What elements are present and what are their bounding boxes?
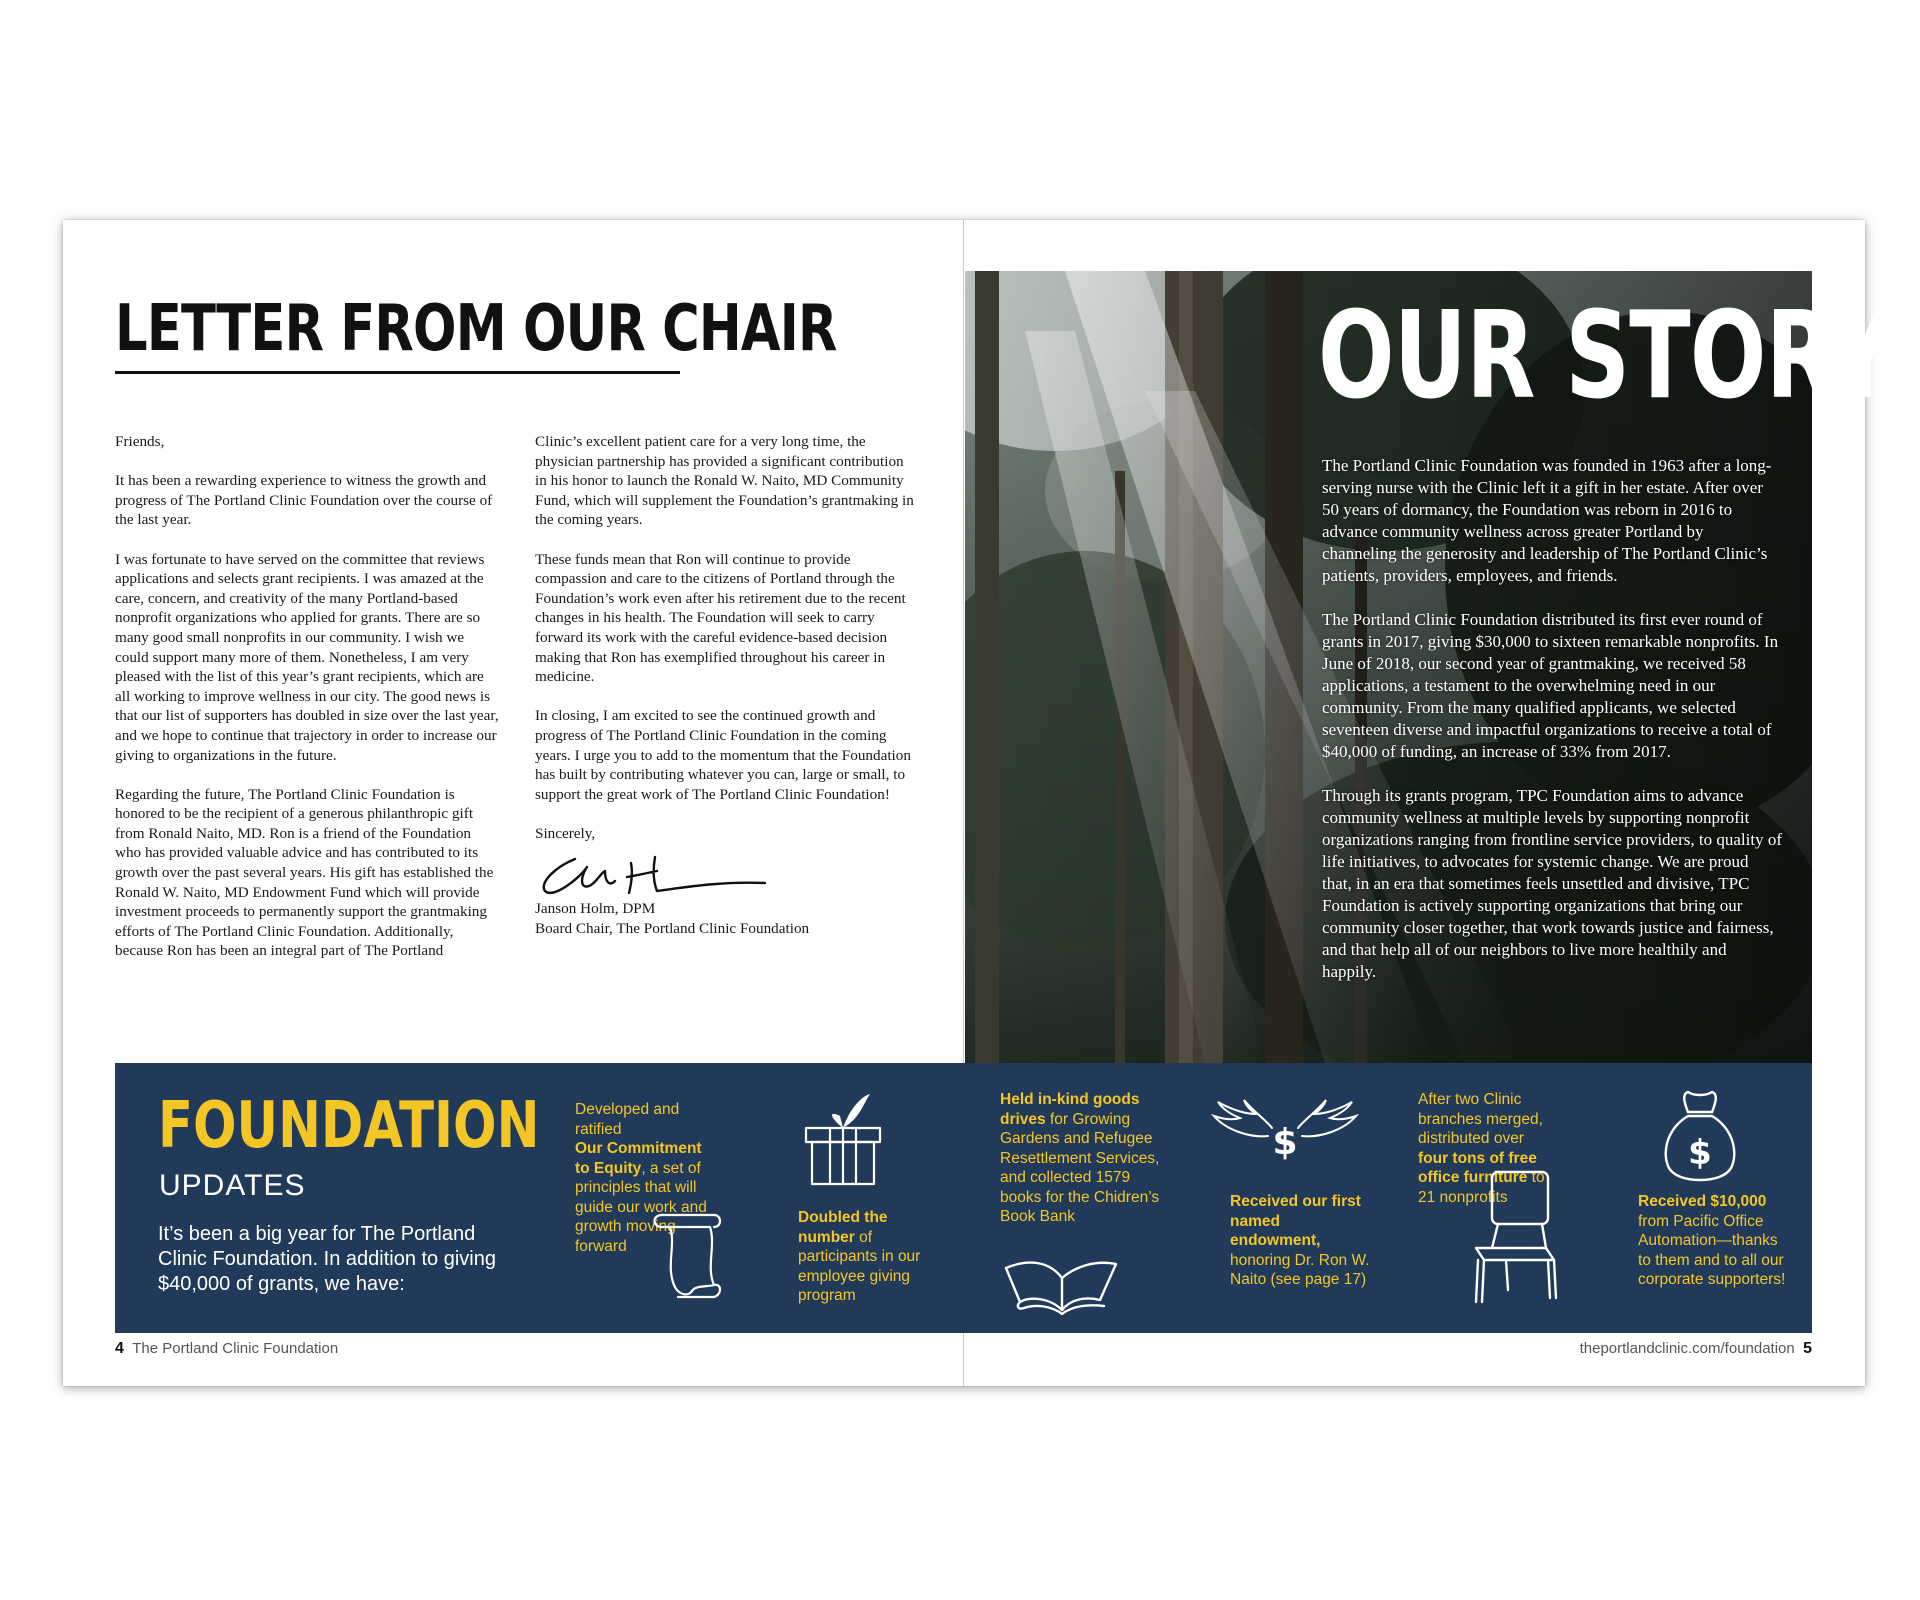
story-paragraph: The Portland Clinic Foundation distributed its first ever round of grants in 2017, giving $30,000 to sixteen remarkable nonprofits. In June of 2018, our second year of grantmaking, we received 58 applications, a testament to the overwhelming need in our community. From the many qualified applicants, we selected seventeen diverse and impactful organizations to receive a total of $40,000 of funding, an increase of 33% from 2017.	[1322, 610, 1779, 761]
letter-paragraph: I was fortunate to have served on the committee that reviews applications and selects grant recipients. I was amazed at the care, concern, and creativity of the many Portland-based nonprofit organizations who applied for grants. There are so many good small nonprofits in our community. I wish we could support many more of them. Nonetheless, I am very pleased with the list of this year’s grant recipients, which are all working to improve wellness in our city. The good news is that our list of supporters has doubled in size over the last year, and we hope to continue that trajectory in order to increase our giving to organizations in the future.	[115, 550, 499, 764]
page-number-right: 5	[1803, 1340, 1812, 1357]
update-giving-bold: Doubled the number	[798, 1209, 888, 1246]
letter-column-1	[115, 432, 499, 981]
letter-closing: Sincerely,	[535, 824, 596, 842]
story-title: OUR STORY	[1318, 287, 1894, 426]
letter-paragraph: Clinic’s excellent patient care for a very long time, the physician partnership has provided a significant contribution in his honor to launch the Ronald W. Naito, MD Community Fund, which will supplement the Foundation’s grantmaking in the coming years.	[535, 433, 914, 529]
footer-right	[1580, 1340, 1812, 1358]
signature	[535, 851, 775, 899]
update-furniture-pre: After two Clinic branches merged, distributed over	[1418, 1091, 1543, 1147]
update-giving	[798, 1208, 938, 1306]
scroll-icon	[648, 1205, 726, 1303]
update-drives-bold: Held in-kind goods drives	[1000, 1091, 1140, 1128]
story-paragraph: Through its grants program, TPC Foundation aims to advance community wellness at multiple levels by supporting nonprofit organizations ranging from frontline service providers, to quality of life initiatives, to advocates for systemic change. We are proud that, in an era that sometimes feels unsettled and divisive, TPC Foundation is actively supporting organizations that bring our community closer together, that work towards justice and fairness, and that help all of our neighbors to live more healthily and happily.	[1322, 786, 1782, 981]
update-endowment-post: honoring Dr. Ron W. Naito (see page 17)	[1230, 1251, 1370, 1288]
update-drives-post: for Growing Gardens and Refugee Resettlement Services, and collected 1579 books for the Chidren’s Book Bank	[1000, 1110, 1160, 1225]
svg-text:$: $	[1272, 1122, 1298, 1163]
footer-publication: The Portland Clinic Foundation	[132, 1340, 339, 1357]
letter-paragraph: These funds mean that Ron will continue to provide compassion and care to the citizens of Portland through the Foundation’s work even after his retirement due to the recent changes in his health. The Foundation will seek to carry forward its work with the careful evidence-based decision making that Ron has exemplified throughout his career in medicine.	[535, 550, 906, 686]
letter-salutation: Friends,	[115, 433, 165, 450]
updates-subtitle: UPDATES	[159, 1169, 306, 1202]
letter-title: LETTER FROM OUR CHAIR	[115, 292, 837, 366]
update-endowment	[1230, 1192, 1370, 1290]
money-bag-icon	[1660, 1088, 1740, 1182]
update-donation-post: from Pacific Office Automation—thanks to them and to all our corporate supporters!	[1638, 1212, 1786, 1288]
footer-left	[115, 1340, 338, 1358]
svg-text:$: $	[1688, 1133, 1712, 1173]
letter-paragraph: Regarding the future, The Portland Clinic Foundation is honored to be the recipient of a generous philanthropic gift from Ronald Naito, MD. Ron is a friend of the Foundation who has provided valuable advice and has contributed to its growth over the past several years. His gift has established the Ronald W. Naito, MD Endowment Fund which will provide investment proceeds to permanently support the grantmaking efforts of The Portland Clinic Foundation. Additionally, because Ron has been an integral part of The Portland	[115, 785, 494, 960]
update-equity-post: , a set of principles that will guide our work and growth moving forward	[575, 1159, 707, 1255]
story-text	[1322, 455, 1782, 1005]
open-book-icon	[1000, 1238, 1120, 1316]
update-furniture-bold: four tons of free office furniture	[1418, 1149, 1537, 1186]
title-underline	[115, 371, 680, 374]
letter-column-2	[535, 432, 919, 939]
update-donation	[1638, 1192, 1788, 1290]
letter-paragraph: In closing, I am excited to see the continued growth and progress of The Portland Clinic Foundation in the coming years. I urge you to add to the momentum that the Foundation has built by contributing whatever you can, large or small, to support the great work of The Portland Clinic Foundation!	[535, 707, 911, 803]
updates-title: FOUNDATION	[158, 1089, 540, 1163]
story-paragraph: The Portland Clinic Foundation was founded in 1963 after a long-serving nurse with the Clinic left it a gift in her estate. After over 50 years of dormancy, the Foundation was reborn in 2016 to advance community wellness across greater Portland by channeling the generosity and leadership of The Portland Clinic’s patients, providers, employees, and friends.	[1322, 456, 1772, 585]
winged-dollar-icon	[1210, 1090, 1360, 1170]
update-giving-post: of participants in our employee giving program	[798, 1228, 921, 1304]
update-equity-pre: Developed and ratified	[575, 1101, 680, 1138]
update-equity-bold: Our Commitment to Equity	[575, 1140, 702, 1177]
signer-name: Janson Holm, DPM	[535, 900, 656, 918]
signer-title: Board Chair, The Portland Clinic Foundation	[535, 920, 810, 938]
gift-box-icon	[800, 1088, 886, 1188]
update-endowment-bold: Received our first named endowment,	[1230, 1193, 1361, 1249]
letter-paragraph: It has been a rewarding experience to witness the growth and progress of The Portland Clinic Foundation over the course of the last year.	[115, 472, 493, 529]
update-drives	[1000, 1090, 1175, 1227]
footer-url[interactable]: theportlandclinic.com/foundation	[1579, 1340, 1795, 1357]
page-number-left: 4	[115, 1340, 124, 1357]
updates-intro: It’s been a big year for The Portland Clinic Foundation. In addition to giving $40,000 of grants, we have:	[158, 1223, 496, 1295]
update-donation-bold: Received $10,000	[1638, 1193, 1767, 1210]
update-furniture-post: to 21 nonprofits	[1418, 1169, 1545, 1206]
chair-icon	[1470, 1168, 1560, 1308]
